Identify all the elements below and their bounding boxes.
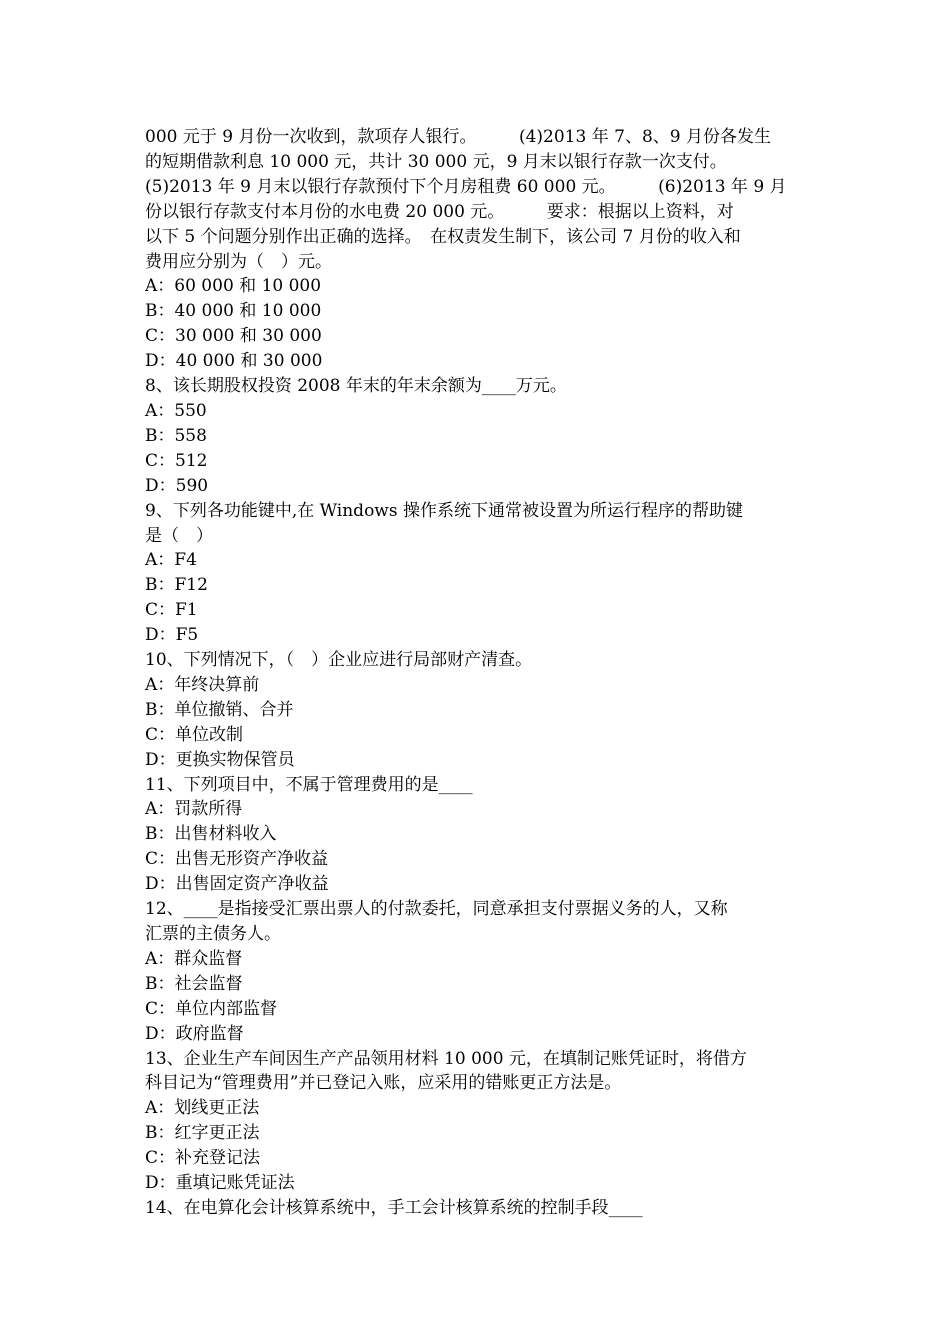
option-c: C：出售无形资产净收益 [145,849,329,870]
question-text: 14、在电算化会计核算系统中，手工会计核算系统的控制手段____ [145,1197,643,1218]
option-a: A：年终决算前 [145,674,260,695]
intro-line: 以下 5 个问题分别作出正确的选择。 在权责发生制下，该公司 7 月份的收入和 [145,226,741,247]
option-d: D：更换实物保管员 [145,749,295,770]
question-text: 9、下列各功能键中,在 Windows 操作系统下通常被设置为所运行程序的帮助键 [145,500,743,521]
option-d: D：40 000 和 30 000 [145,351,323,372]
question-13 [145,1047,808,1196]
question-text: 科目记为“管理费用”并已登记入账，应采用的错账更正方法是。 [145,1073,622,1094]
intro-options [145,274,808,374]
intro-line: 份以银行存款支付本月份的水电费 20 000 元。 要求：根据以上资料，对 [145,201,734,222]
option-d: D：出售固定资产净收益 [145,874,329,895]
option-c: C：512 [145,450,208,471]
question-text: 是（ ） [145,525,213,546]
option-b: B：单位撤销、合并 [145,699,294,720]
option-c: C：单位内部监督 [145,998,278,1019]
question-9 [145,499,808,648]
option-b: B：红字更正法 [145,1123,260,1144]
question-8 [145,374,808,499]
option-c: C：F1 [145,600,198,621]
option-c: C：单位改制 [145,724,244,745]
option-b: B：558 [145,425,207,446]
option-b: B：社会监督 [145,973,243,994]
question-14 [145,1196,808,1221]
intro-line: 的短期借款利息 10 000 元，共计 30 000 元，9 月末以银行存款一次支付。 [145,151,727,172]
question-10 [145,648,808,773]
question-text: 13、企业生产车间因生产产品领用材料 10 000 元，在填制记账凭证时，将借方 [145,1048,747,1069]
document-body [145,125,808,1221]
option-a: A：罚款所得 [145,799,243,820]
question-text: 汇票的主债务人。 [145,924,281,944]
option-b: B：出售材料收入 [145,824,277,845]
option-a: A：群众监督 [145,948,243,969]
question-11 [145,773,808,898]
question-12 [145,897,808,1046]
intro-line: (5)2013 年 9 月末以银行存款预付下个月房租费 60 000 元。 (6)2013 年 9 月 [145,176,787,197]
option-c: C：30 000 和 30 000 [145,326,322,347]
option-d: D：重填记账凭证法 [145,1173,295,1194]
question-text: 8、该长期股权投资 2008 年末的年末余额为____万元。 [145,376,567,397]
option-b: B：40 000 和 10 000 [145,301,322,322]
option-d: D：590 [145,475,209,496]
question-text: 10、下列情况下，（ ）企业应进行局部财产清查。 [145,650,533,671]
option-a: A：划线更正法 [145,1098,260,1119]
intro-line: 费用应分别为（ ）元。 [145,251,332,272]
option-c: C：补充登记法 [145,1148,261,1169]
intro-line: 000 元于 9 月份一次收到，款项存人银行。 (4)2013 年 7、8、9 月份各发生 [145,127,771,147]
option-a: A：550 [145,400,207,421]
question-text: 12、____是指接受汇票出票人的付款委托，同意承担支付票据义务的人，又称 [145,899,728,920]
question-text: 11、下列项目中，不属于管理费用的是____ [145,774,473,795]
option-a: A：60 000 和 10 000 [145,276,322,297]
option-b: B：F12 [145,575,208,596]
option-a: A：F4 [145,550,197,571]
option-d: D：政府监督 [145,1023,244,1044]
option-d: D：F5 [145,625,199,646]
intro-paragraph [145,125,808,274]
